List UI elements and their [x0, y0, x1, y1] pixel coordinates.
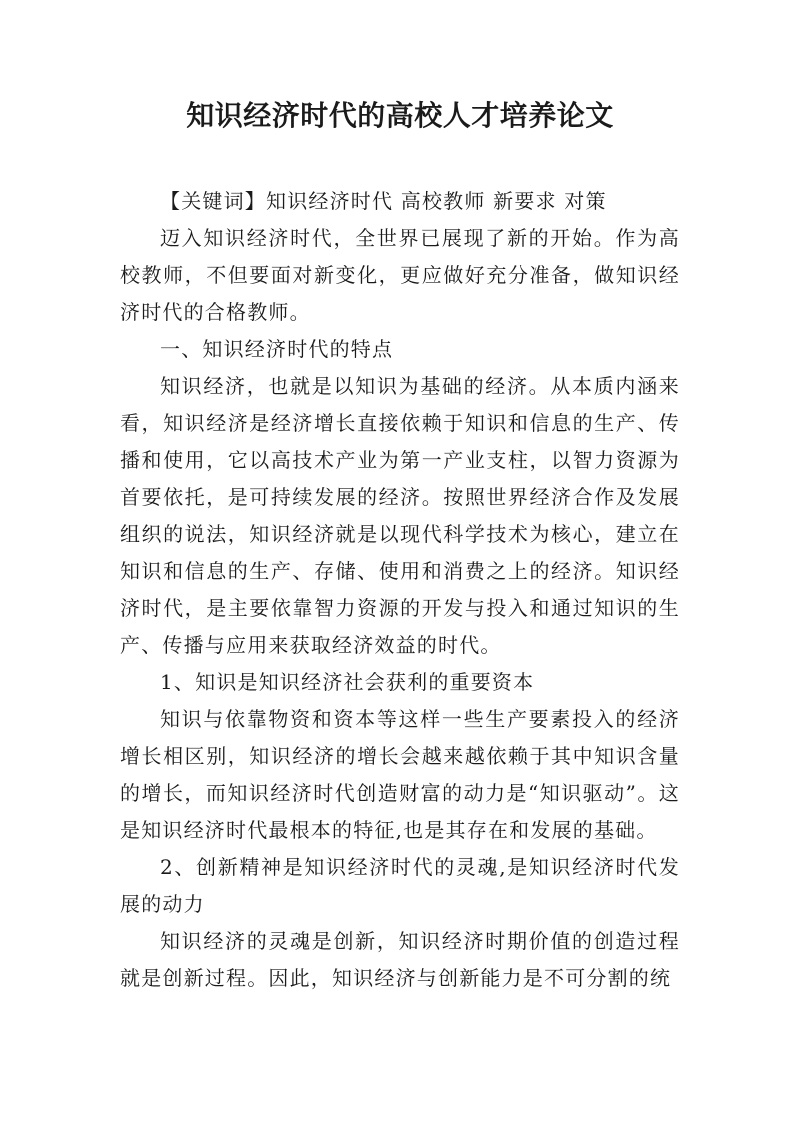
subsection-heading-1: 1、知识是知识经济社会获利的重要资本	[160, 670, 535, 694]
document-body	[120, 183, 680, 997]
intro-paragraph: 迈入知识经济时代，全世界已展现了新的开始。作为高校教师，不但要面对新变化，更应做好充分准备，做知识经济时代的合格教师。	[120, 226, 680, 324]
body-paragraph: 知识经济，也就是以知识为基础的经济。从本质内涵来看，知识经济是经济增长直接依赖于知识和信息的生产、传播和使用，它以高技术产业为第一产业支柱，以智力资源为首要依托，是可持续发展的经济。按照世界经济合作及发展组织的说法，知识经济就是以现代科学技术为核心，建立在知识和信息的生产、存储、使用和消费之上的经济。知识经济时代，是主要依靠智力资源的开发与投入和通过知识的生产、传播与应用来获取经济效益的时代。	[120, 374, 680, 657]
keywords-paragraph: 【关键词】知识经济时代 高校教师 新要求 对策	[160, 189, 607, 213]
subsection-heading-2: 2、创新精神是知识经济时代的灵魂,是知识经济时代发展的动力	[120, 855, 680, 916]
body-paragraph: 知识经济的灵魂是创新，知识经济时期价值的创造过程就是创新过程。因此，知识经济与创新能力是不可分割的统	[120, 929, 680, 990]
section-heading-features: 一、知识经济时代的特点	[160, 337, 394, 361]
document-title: 知识经济时代的高校人才培养论文	[186, 99, 614, 132]
body-paragraph: 知识与依靠物资和资本等这样一些生产要素投入的经济增长相区别，知识经济的增长会越来越依赖于其中知识含量的增长，而知识经济时代创造财富的动力是“知识驱动”。这是知识经济时代最根本的特征,也是其存在和发展的基础。	[120, 707, 680, 842]
